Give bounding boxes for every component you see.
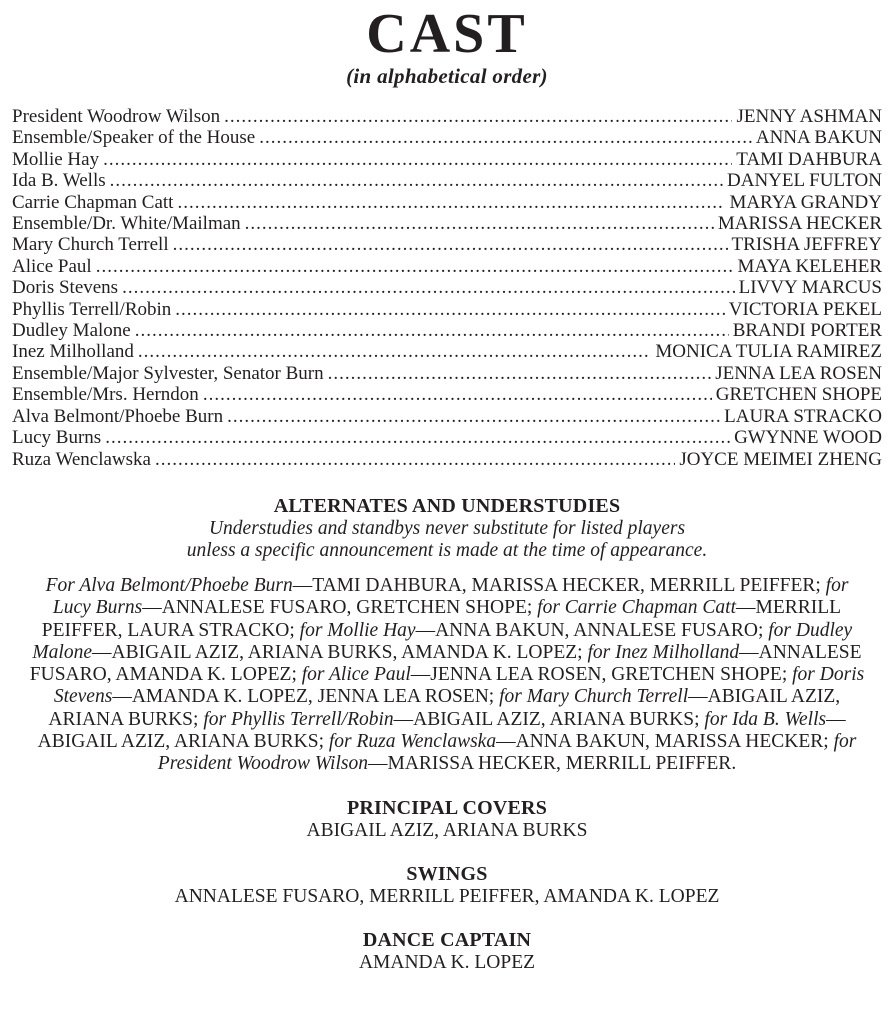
cast-row	[12, 213, 882, 234]
actor-name: GRETCHEN SHOPE	[715, 384, 882, 406]
understudy-names: —ABIGAIL AZIZ, ARIANA BURKS;	[48, 686, 841, 730]
understudy-role: for Doris Stevens	[53, 664, 865, 708]
role-name: Ensemble/Major Sylvester, Senator Burn	[12, 362, 324, 384]
actor-name: JENNY ASHMAN	[736, 106, 882, 127]
understudy-role: for Mollie Hay	[299, 619, 416, 641]
understudy-role: for Carrie Chapman Catt	[537, 597, 736, 619]
alternates-note-line-2: unless a specific announcement is made at the time of appearance.	[186, 539, 708, 561]
understudy-names: —TAMI DAHBURA, MARISSA HECKER, MERRILL PEIFFER;	[292, 574, 826, 596]
understudy-role: For Alva Belmont/Phoebe Burn	[45, 574, 293, 596]
understudy-names: —MARISSA HECKER, MERRILL PEIFFER.	[367, 753, 737, 775]
understudy-names: —ABIGAIL AZIZ, ARIANA BURKS;	[393, 708, 705, 730]
role-name: Doris Stevens	[12, 277, 119, 299]
cast-row	[12, 406, 882, 427]
understudy-role: for Ruza Wenclawska	[328, 730, 497, 752]
section-heading: PRINCIPAL COVERS	[346, 796, 548, 819]
role-name: Alva Belmont/Phoebe Burn	[12, 405, 224, 427]
actor-name: TRISHA JEFFREY	[731, 234, 882, 256]
understudy-assignments	[0, 575, 894, 776]
understudy-names: —AMANDA K. LOPEZ, JENNA LEA ROSEN;	[112, 686, 500, 708]
cast-row	[12, 106, 882, 127]
role-name: Lucy Burns	[12, 427, 102, 449]
actor-name: MARISSA HECKER	[717, 213, 882, 235]
dot-leader	[96, 256, 734, 277]
understudy-role: for Ida B. Wells	[704, 708, 827, 730]
understudy-role: for Alice Paul	[301, 664, 411, 686]
role-name: Ensemble/Mrs. Herndon	[12, 384, 199, 406]
section-names: ABIGAIL AZIZ, ARIANA BURKS	[306, 819, 588, 841]
cast-row	[12, 256, 882, 277]
cast-row	[12, 127, 882, 148]
dot-leader	[110, 170, 723, 191]
understudy-names: —ANNALESE FUSARO, AMANDA K. LOPEZ;	[29, 641, 862, 686]
section-heading: DANCE CAPTAIN	[362, 928, 532, 951]
actor-name: DANYEL FULTON	[727, 170, 882, 192]
role-name: Alice Paul	[12, 255, 92, 277]
understudy-role: for Dudley Malone	[32, 619, 853, 663]
actor-name: MONICA TULIA RAMIREZ	[655, 341, 882, 363]
role-name: President Woodrow Wilson	[12, 106, 221, 127]
alternates-heading: ALTERNATES AND UNDERSTUDIES	[273, 494, 621, 517]
understudy-names: —MERRILL PEIFFER, LAURA STRACKO;	[41, 597, 842, 641]
dot-leader	[138, 341, 652, 362]
cast-row	[12, 277, 882, 298]
actor-name: JENNA LEA ROSEN	[715, 362, 882, 384]
section-dance-captain	[0, 929, 894, 974]
dot-leader	[173, 234, 728, 255]
actor-name: BRANDI PORTER	[732, 320, 882, 342]
actor-name: JOYCE MEIMEI ZHENG	[679, 448, 882, 470]
actor-name: LAURA STRACKO	[724, 405, 882, 427]
cast-row	[12, 299, 882, 320]
bottom-sections	[0, 797, 894, 974]
dot-leader	[328, 363, 712, 384]
role-name: Dudley Malone	[12, 320, 131, 342]
actor-name: VICTORIA PEKEL	[728, 298, 882, 320]
understudy-names: —ABIGAIL AZIZ, ARIANA BURKS;	[37, 708, 846, 752]
cast-row	[12, 149, 882, 170]
understudy-role: for President Woodrow Wilson	[157, 730, 857, 775]
role-name: Mary Church Terrell	[12, 234, 169, 256]
understudy-role: for Mary Church Terrell	[499, 686, 689, 708]
section-swings	[0, 863, 894, 908]
actor-name: GWYNNE WOOD	[734, 427, 882, 449]
cast-list	[0, 106, 894, 470]
actor-name: ANNA BAKUN	[755, 127, 882, 149]
dot-leader	[227, 406, 720, 427]
role-name: Ida B. Wells	[12, 170, 106, 192]
role-name: Ensemble/Speaker of the House	[12, 127, 256, 149]
dot-leader	[103, 149, 732, 170]
understudy-names: —ANNA BAKUN, ANNALESE FUSARO;	[415, 619, 769, 641]
understudy-role: for Lucy Burns	[52, 574, 849, 619]
understudy-role: for Phyllis Terrell/Robin	[203, 708, 394, 730]
understudy-names: —ANNA BAKUN, MARISSA HECKER;	[496, 730, 834, 752]
section-names: AMANDA K. LOPEZ	[358, 951, 536, 973]
page-subtitle: (in alphabetical order)	[346, 64, 548, 88]
role-name: Ensemble/Dr. White/Mailman	[12, 213, 241, 235]
understudy-names: —JENNA LEA ROSEN, GRETCHEN SHOPE;	[410, 664, 793, 686]
section-principal-covers	[0, 797, 894, 842]
cast-row	[12, 363, 882, 384]
cast-row	[12, 320, 882, 341]
understudy-names: —ANNALESE FUSARO, GRETCHEN SHOPE;	[142, 597, 538, 619]
dot-leader	[105, 427, 730, 448]
dot-leader	[135, 320, 729, 341]
actor-name: MAYA KELEHER	[737, 255, 882, 277]
role-name: Phyllis Terrell/Robin	[12, 298, 172, 320]
section-names: ANNALESE FUSARO, MERRILL PEIFFER, AMANDA K. LOPEZ	[174, 885, 720, 907]
dot-leader	[203, 384, 712, 405]
role-name: Carrie Chapman Catt	[12, 191, 174, 213]
cast-row	[12, 427, 882, 448]
cast-row	[12, 341, 882, 362]
page-title: CAST	[366, 3, 528, 65]
understudy-names: —ABIGAIL AZIZ, ARIANA BURKS, AMANDA K. LOPEZ;	[92, 641, 588, 663]
cast-row	[12, 384, 882, 405]
dot-leader	[177, 192, 725, 213]
dot-leader	[122, 277, 735, 298]
dot-leader	[155, 449, 675, 470]
cast-row	[12, 170, 882, 191]
actor-name: TAMI DAHBURA	[736, 148, 882, 170]
dot-leader	[175, 299, 724, 320]
section-heading: SWINGS	[406, 862, 488, 885]
understudy-role: for Inez Milholland	[587, 641, 740, 663]
cast-row	[12, 192, 882, 213]
alternates-note	[0, 518, 894, 562]
role-name: Mollie Hay	[12, 148, 100, 170]
cast-row	[12, 234, 882, 255]
dot-leader	[245, 213, 714, 234]
actor-name: MARYA GRANDY	[729, 191, 882, 213]
cast-row	[12, 449, 882, 470]
dot-leader	[259, 127, 752, 148]
alternates-note-line-1: Understudies and standbys never substitute for listed players	[208, 517, 686, 539]
role-name: Inez Milholland	[12, 341, 134, 363]
dot-leader	[224, 106, 732, 127]
role-name: Ruza Wenclawska	[12, 448, 151, 470]
actor-name: LIVVY MARCUS	[738, 277, 882, 299]
